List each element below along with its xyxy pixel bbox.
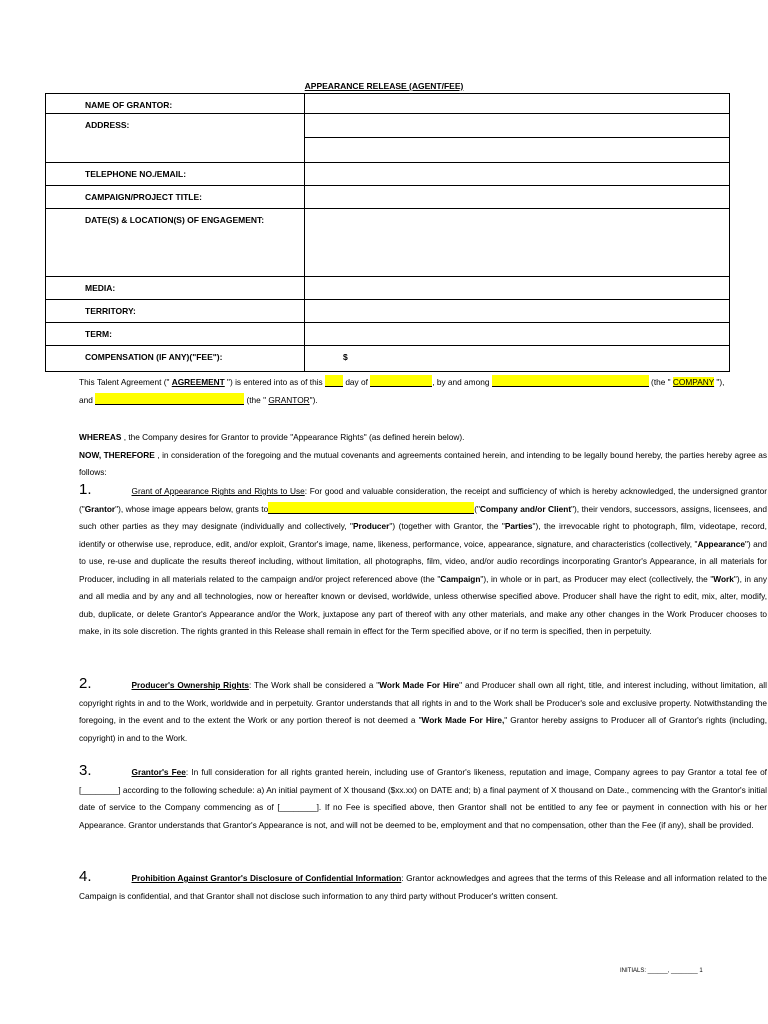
section-4-heading: Prohibition Against Grantor's Disclosure of Confidential Information [131,873,402,883]
name-label: NAME OF GRANTOR: [46,94,305,114]
section-2-heading: Producer's Ownership Rights [131,680,249,690]
campaign-field[interactable] [305,186,730,209]
section-3: 3. Grantor's Fee: In full consideration for all rights granted herein, including use of Grantor's likeness, reputation and image, Company agrees to pay Grantor a total fee of [________] according to the following schedule: a) An initial payment of X thousand ($xx.xx) on DATE and; b) a final payment of X thousand on Date., commencing with the Grantor's initial date of service to the Company commencing as of [________]. If no Fee is specified above, then Grantor shall not be entitled to any fee or payment in connection with his or her Appearance. Grantor understands that Grantor's Appearance is not, and will not be deemed to be, employment and that no compensation, other than the Fee (if any), shall be provided. [79,762,767,830]
day-blank[interactable] [325,375,343,387]
media-label: MEDIA: [46,277,305,300]
dates-field[interactable] [305,209,730,277]
phone-field[interactable] [305,163,730,186]
section-1-heading: Grant of Appearance Rights and Rights to Use [131,486,305,496]
grantee-blank[interactable] [268,502,474,514]
section-1: 1. Grant of Appearance Rights and Rights to Use: For good and valuable consideration, the receipt and sufficiency of which is hereby acknowledged, the undersigned grantor ("Grantor"), whose image appears below, grants to ("Company and/or Client"), their vendors, successors, assigns, licensees, and such other parties as they may designate (individually and collectively, "Producer") (together with Grantor, the "Parties"), the irrevocable right to photograph, film, videotape, record, identify or otherwise use, reproduce, edit, and/or exploit, Grantor's image, name, likeness, performance, voice, appearance, signature, and characteristics (collectively, "Appearance") and to use, re-use and duplicate the results thereof including, without limitation, all photographs, film, video, and/or audio recordings incorporating Grantor's Appearance, in all materials for Producer, including in all materials related to the campaign and/or project referenced above (the "Campaign"), in whole or in part, as Producer may elect (collectively, the "Work"), in any and all media and by any and all technologies, now or hereafter known or devised, worldwide, unless otherwise specified above. Producer shall have the right to edit, mix, alter, modify, dub, duplicate, or delete Grantor's Appearance and/or the Work, juxtapose any part of thereof with any other materials, and make any other changes in the Work Producer chooses to make, in its sole discretion. The rights granted in this Release shall remain in effect for the Term specified above, or if no term is specified, then in perpetuity. [79,481,768,636]
whereas-block: WHEREAS , the Company desires for Grantor to provide "Appearance Rights" (as defined herein below). NOW, THEREFORE , in consideration of the foregoing and the mutual covenants and agreements contained herein, and intending to be legally bound hereby, the parties hereby agree as follows: [79,432,767,477]
territory-field[interactable] [305,300,730,323]
territory-label: TERRITORY: [46,300,305,323]
address-label: ADDRESS: [46,114,305,163]
month-blank[interactable] [370,375,432,387]
term-label: TERM: [46,323,305,346]
compensation-label: COMPENSATION (IF ANY)("FEE"): [46,346,305,372]
section-4: 4. Prohibition Against Grantor's Disclosure of Confidential Information: Grantor acknowledges and agrees that the terms of this Release and all information related to the Campaign is confidential, and that Grantor shall not disclose such information to any third party without Producer's written consent. [79,868,767,901]
section-2: 2. Producer's Ownership Rights: The Work shall be considered a "Work Made For Hire" and Producer shall own all right, title, and interest including, without limitation, all copyright rights in and to the Work, worldwide and in perpetuity. Grantor understands that all rights in and to the Work shall be Producer's sole and exclusive property. Notwithstanding the foregoing, in the event and to the extent the Work or any portion thereof is not deemed a "Work Made For Hire," Grantor hereby assigns to Producer all of Grantor's rights (including, copyright) in and to the Work. [79,675,768,743]
grantor-blank[interactable] [95,393,244,405]
agreement-term: AGREEMENT [171,377,225,387]
initials-footer: INITIALS: ______, ________ 1 [620,968,703,974]
name-field[interactable] [305,94,730,114]
intro-paragraph: This Talent Agreement (" AGREEMENT ") is entered into as of this day of , by and among (the " COMPANY "), and (the " GRANTOR"). [79,377,725,405]
company-blank[interactable] [492,375,649,387]
compensation-field[interactable]: $ [305,346,730,372]
term-field[interactable] [305,323,730,346]
address-line-1[interactable] [305,114,729,137]
grantor-term: GRANTOR [268,394,310,405]
media-field[interactable] [305,277,730,300]
dates-label: DATE(S) & LOCATION(S) OF ENGAGEMENT: [46,209,305,277]
section-3-heading: Grantor's Fee [131,767,186,777]
address-line-2[interactable] [305,137,729,162]
company-term: COMPANY [672,377,715,387]
phone-label: TELEPHONE NO./EMAIL: [46,163,305,186]
document-title: APPEARANCE RELEASE (AGENT/FEE) [304,81,464,91]
campaign-label: CAMPAIGN/PROJECT TITLE: [46,186,305,209]
address-field[interactable] [305,114,730,163]
grantor-info-table [45,93,730,372]
